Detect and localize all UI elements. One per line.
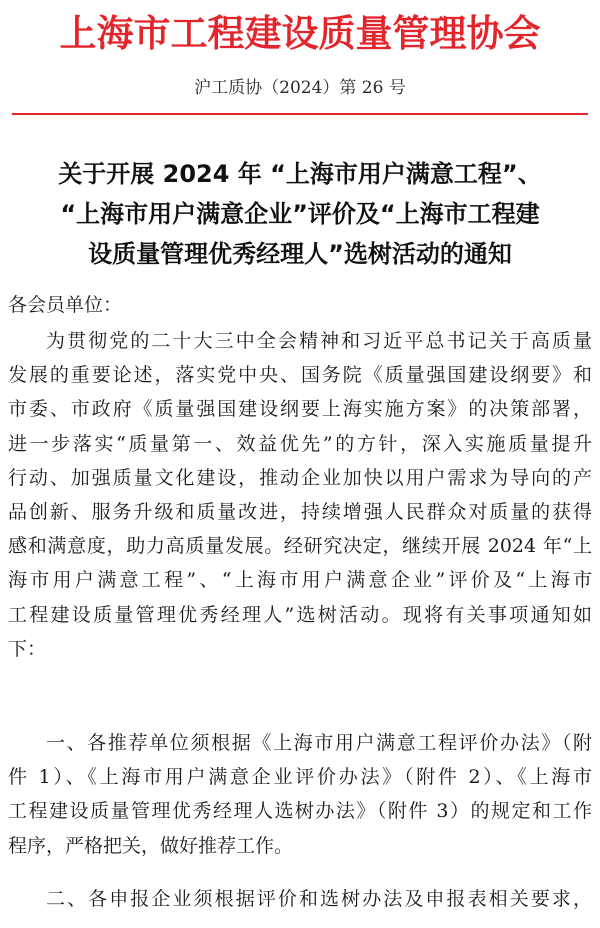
paragraph-line: 件 1）、《上海市用户满意企业评价办法》（附件 2）、《上海市 — [8, 766, 592, 789]
paragraph-line: 下： — [8, 637, 47, 660]
title-line: 关于开展 2024 年 “上海市用户满意工程”、 — [58, 160, 542, 188]
paragraph-line: 程序，严格把关，做好推荐工作。 — [8, 834, 294, 857]
paragraph-line: 为贯彻党的二十大三中全会精神和习近平总书记关于高质量 — [46, 330, 592, 352]
greeting: 各会员单位： — [8, 294, 123, 316]
paragraph-line: 感和满意度，助力高质量发展。经研究决定，继续开展 2024 年“上 — [8, 535, 592, 558]
body-paragraph — [8, 882, 592, 916]
paragraph-line: 发展的重要论述，落实党中央、国务院《质量强国建设纲要》和 — [8, 364, 592, 387]
paragraph-line: 一、各推荐单位须根据《上海市用户满意工程评价办法》（附 — [46, 732, 592, 754]
paragraph-line: 品创新、服务升级和质量改进，持续增强人民群众对质量的获得 — [8, 500, 592, 523]
paragraph-line: 工程建设质量管理优秀经理人选树办法》（附件 3）的规定和工作 — [8, 800, 592, 823]
paragraph-line: 市委、市政府《质量强国建设纲要上海实施方案》的决策部署， — [8, 398, 592, 421]
paragraph-line: 进一步落实“质量第一、效益优先”的方针，深入实施质量提升 — [8, 432, 592, 455]
paragraph-line: 行动、加强质量文化建设，推动企业加快以用户需求为导向的产 — [8, 466, 592, 489]
org-masthead: 上海市工程建设质量管理协会 — [59, 12, 541, 55]
body-paragraph — [8, 324, 592, 666]
paragraph-line: 工程建设质量管理优秀经理人”选树活动。现将有关事项通知如 — [8, 603, 592, 626]
title-line: 设质量管理优秀经理人”选树活动的通知 — [88, 240, 512, 268]
header-divider — [12, 113, 588, 115]
notice-title — [0, 154, 600, 274]
body-paragraph — [8, 726, 592, 863]
title-line: “上海市用户满意企业”评价及“上海市工程建 — [60, 200, 540, 228]
paragraph-line: 二、各申报企业须根据评价和选树办法及申报表相关要求， — [46, 888, 592, 910]
paragraph-line: 海市用户满意工程”、“上海市用户满意企业”评价及“上海市 — [8, 569, 592, 592]
document-number: 沪工质协（2024）第 26 号 — [194, 78, 406, 98]
